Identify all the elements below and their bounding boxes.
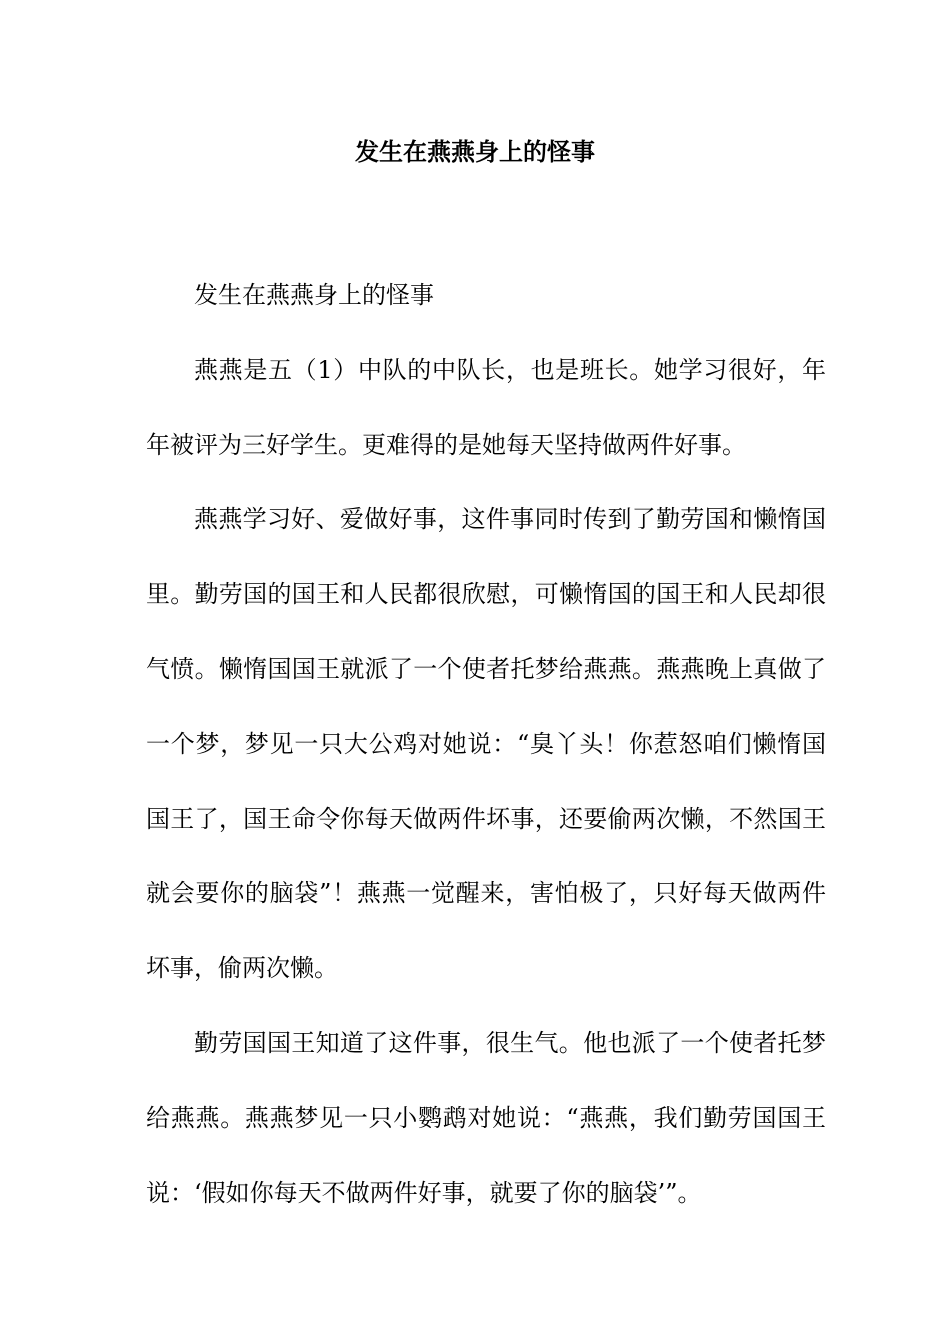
paragraph-subtitle: 发生在燕燕身上的怪事	[194, 281, 434, 309]
document-body	[146, 258, 826, 1230]
document-title: 发生在燕燕身上的怪事	[355, 137, 595, 166]
paragraph-lazy-kingdom: 燕燕学习好、爱做好事，这件事同时传到了勤劳国和懒惰国里。勤劳国的国王和人民都很欣慰，可懒惰国的国王和人民却很气愤。懒惰国国王就派了一个使者托梦给燕燕。燕燕晚上真做了一个梦，梦见一只大公鸡对她说：“臭丫头！你惹怒咱们懒惰国国王了，国王命令你每天做两件坏事，还要偷两次懒，不然国王就会要你的脑袋”！燕燕一觉醒来，害怕极了，只好每天做两件坏事，偷两次懒。	[146, 505, 826, 983]
paragraph-diligent-kingdom: 勤劳国国王知道了这件事，很生气。他也派了一个使者托梦给燕燕。燕燕梦见一只小鹦鹉对她说：“燕燕，我们勤劳国国王说：‘假如你每天不做两件好事，就要了你的脑袋’”。	[146, 1028, 826, 1207]
paragraph-intro: 燕燕是五（1）中队的中队长，也是班长。她学习很好，年年被评为三好学生。更难得的是她每天坚持做两件好事。	[146, 355, 826, 459]
